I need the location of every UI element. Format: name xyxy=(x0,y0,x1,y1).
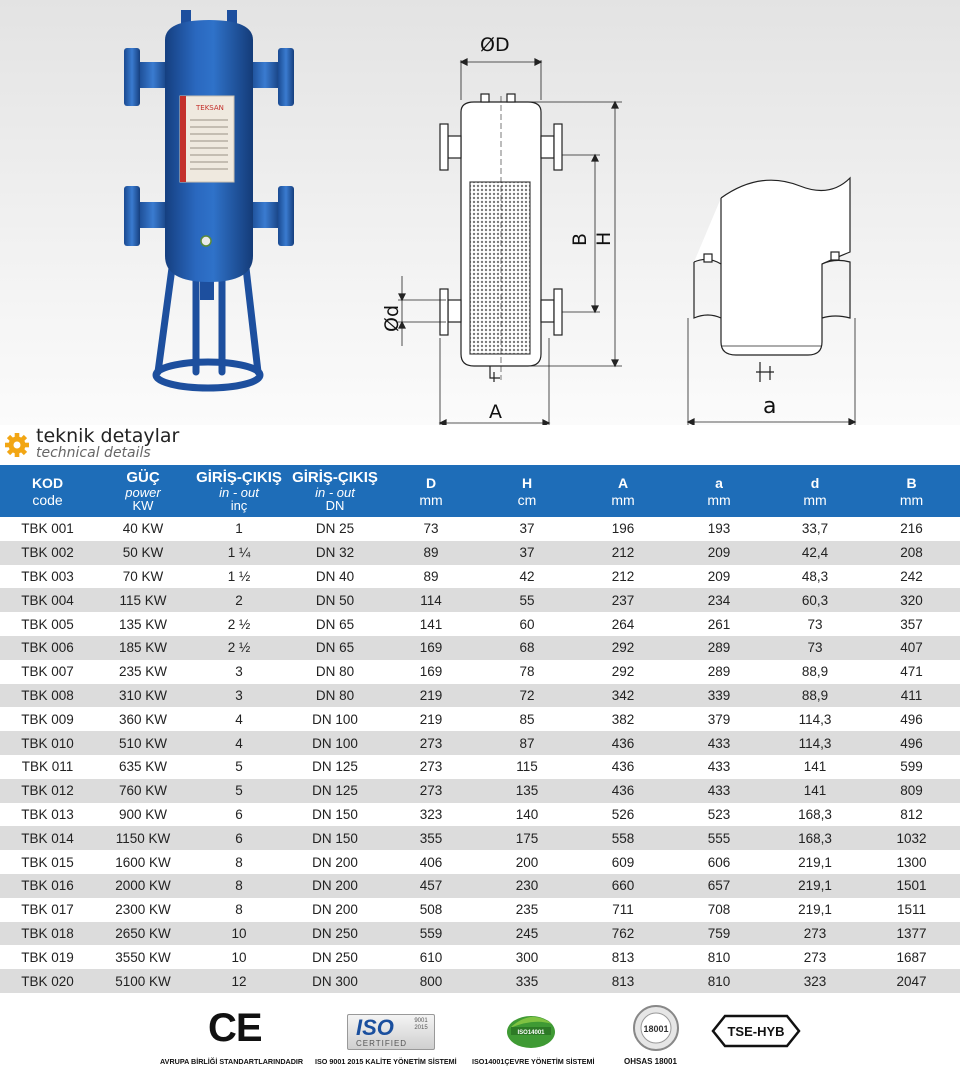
table-cell: 219 xyxy=(419,711,443,727)
label-h: H xyxy=(593,231,615,246)
table-row xyxy=(0,969,960,993)
table-cell: 810 xyxy=(671,969,767,993)
table-cell: 289 xyxy=(671,636,767,660)
table-cell: 760 KW xyxy=(95,779,191,803)
cert-ce-caption: AVRUPA BİRLİĞİ STANDARTLARINDADIR xyxy=(160,1057,304,1066)
table-cell: 60,3 xyxy=(767,588,863,612)
table-cell: 599 xyxy=(900,759,923,775)
table-cell: DN 150 xyxy=(312,806,358,822)
table-cell: 1300 xyxy=(896,854,927,870)
table-body xyxy=(0,517,960,993)
table-cell: 555 xyxy=(671,826,767,850)
table-cell: 141 xyxy=(419,616,443,632)
table-cell: TBK 013 xyxy=(21,806,74,822)
column-header-line: GİRİŞ-ÇIKIŞ xyxy=(292,469,378,486)
table-cell: 73 xyxy=(423,521,439,537)
table-cell: 411 xyxy=(863,684,960,708)
table-row xyxy=(0,660,960,684)
table-cell: 323 xyxy=(767,969,863,993)
label-small-d: Ød xyxy=(381,304,403,332)
column-header-line: KW xyxy=(132,498,154,513)
table-cell: 762 xyxy=(575,922,671,946)
table-cell: 2 ½ xyxy=(227,616,251,632)
table-cell: 89 xyxy=(423,568,439,584)
table-cell: DN 25 xyxy=(315,521,355,537)
table-cell: 114,3 xyxy=(798,711,832,727)
table-cell: 2000 KW xyxy=(95,874,191,898)
table-cell: 813 xyxy=(611,949,635,965)
table-cell: 72 xyxy=(479,684,575,708)
table-cell: 1511 xyxy=(896,902,927,918)
table-cell: 360 KW xyxy=(118,711,168,727)
table-cell: 2047 xyxy=(863,969,960,993)
table-cell: TBK 018 xyxy=(0,922,95,946)
table-cell: 436 xyxy=(575,779,671,803)
table-cell: 289 xyxy=(707,664,731,680)
table-cell: 496 xyxy=(900,711,923,727)
table-cell: TBK 019 xyxy=(21,949,74,965)
table-cell: 8 xyxy=(235,902,243,918)
table-cell: 4 xyxy=(191,731,287,755)
table-cell: 812 xyxy=(900,806,923,822)
column-header-line: cm xyxy=(517,491,537,508)
column-header-line: d xyxy=(810,474,820,491)
table-cell: 212 xyxy=(575,541,671,565)
gear-icon xyxy=(4,427,30,459)
hero-illustration xyxy=(0,0,960,425)
header-row xyxy=(0,465,960,517)
table-cell: 185 KW xyxy=(95,636,191,660)
table-cell: 523 xyxy=(707,806,731,822)
table-cell: 3 xyxy=(191,684,287,708)
table-row xyxy=(0,850,960,874)
column-header-line: mm xyxy=(803,491,827,508)
table-cell: 273 xyxy=(383,731,479,755)
table-cell: DN 200 xyxy=(287,874,383,898)
table-cell: 292 xyxy=(575,636,671,660)
table-row xyxy=(0,565,960,589)
table-cell: 635 KW xyxy=(118,759,168,775)
table-cell: 234 xyxy=(671,588,767,612)
ohsas-seal-icon xyxy=(632,1004,680,1052)
label-a-upper: A xyxy=(489,401,502,423)
table-cell: 141 xyxy=(767,779,863,803)
table-cell: 42 xyxy=(519,568,535,584)
column-header-0 xyxy=(0,465,95,517)
table-header xyxy=(0,465,960,517)
cert-tse xyxy=(705,1000,805,1067)
table-cell: 73 xyxy=(767,636,863,660)
table-cell: 1 xyxy=(235,521,243,537)
tse-mark: TSE-HYB xyxy=(727,1024,785,1039)
product-photo xyxy=(124,10,294,388)
table-cell: 379 xyxy=(707,711,731,727)
table-row xyxy=(0,541,960,565)
table-cell: 70 KW xyxy=(122,568,164,584)
table-cell: 526 xyxy=(611,806,635,822)
table-row xyxy=(0,779,960,803)
table-cell: 68 xyxy=(479,636,575,660)
table-cell: 813 xyxy=(575,969,671,993)
column-header-line: a xyxy=(715,474,723,491)
table-cell: 10 xyxy=(191,922,287,946)
table-cell: 89 xyxy=(383,541,479,565)
table-cell: 8 xyxy=(235,854,243,870)
table-cell: 140 xyxy=(515,806,539,822)
table-row xyxy=(0,945,960,969)
table-cell: 3550 KW xyxy=(115,949,171,965)
table-cell: 320 xyxy=(863,588,960,612)
tse-hyb-icon xyxy=(711,1014,801,1048)
table-cell: 558 xyxy=(575,826,671,850)
table-cell: 88,9 xyxy=(767,684,863,708)
table-cell: 230 xyxy=(479,874,575,898)
column-header-line: mm xyxy=(611,491,635,508)
table-cell: 273 xyxy=(383,779,479,803)
table-cell: 8 xyxy=(191,874,287,898)
table-cell: 559 xyxy=(383,922,479,946)
heading-subtitle: technical details xyxy=(36,445,151,461)
table-cell: TBK 008 xyxy=(0,684,95,708)
table-cell: 1377 xyxy=(863,922,960,946)
table-cell: 219,1 xyxy=(767,874,863,898)
table-cell: 5 xyxy=(191,779,287,803)
table-cell: DN 125 xyxy=(287,779,383,803)
table-row xyxy=(0,874,960,898)
table-cell: DN 150 xyxy=(287,826,383,850)
table-cell: 242 xyxy=(900,568,923,584)
column-header-line: mm xyxy=(899,491,924,508)
table-cell: 759 xyxy=(671,922,767,946)
table-cell: 407 xyxy=(863,636,960,660)
table-cell: 508 xyxy=(419,902,443,918)
column-header-3 xyxy=(287,465,383,517)
column-header-line: inç xyxy=(230,498,248,513)
table-cell: 457 xyxy=(383,874,479,898)
drawings-svg xyxy=(0,0,960,425)
column-header-line: B xyxy=(906,474,917,491)
table-cell: 42,4 xyxy=(767,541,863,565)
table-cell: 2 ½ xyxy=(191,636,287,660)
column-header-5 xyxy=(479,465,575,517)
table-cell: 339 xyxy=(671,684,767,708)
cert-ohsas xyxy=(615,1000,695,1067)
table-cell: 10 xyxy=(231,949,247,965)
table-cell: 355 xyxy=(383,826,479,850)
table-cell: 209 xyxy=(671,541,767,565)
table-cell: 168,3 xyxy=(798,806,832,822)
table-row xyxy=(0,707,960,731)
table-cell: 292 xyxy=(611,664,635,680)
table-cell: 1 ½ xyxy=(227,568,251,584)
table-cell: DN 65 xyxy=(287,636,383,660)
table-cell: 237 xyxy=(575,588,671,612)
cert-iso14001 xyxy=(470,1000,610,1067)
column-header-line: KOD xyxy=(31,474,64,491)
table-cell: 300 xyxy=(515,949,539,965)
table-cell: 40 KW xyxy=(122,521,164,537)
table-cell: DN 100 xyxy=(287,731,383,755)
table-cell: 115 KW xyxy=(95,588,191,612)
table-cell: 219,1 xyxy=(798,902,832,918)
table-cell: 323 xyxy=(419,806,443,822)
column-header-1 xyxy=(95,465,191,517)
heading-title: teknik detaylar xyxy=(36,425,180,447)
label-od: ØD xyxy=(480,34,510,56)
table-cell: 50 KW xyxy=(95,541,191,565)
table-cell: 471 xyxy=(900,664,923,680)
cert-iso9001 xyxy=(315,1000,465,1067)
table-cell: 436 xyxy=(611,759,635,775)
technical-drawing-side xyxy=(688,178,855,425)
table-cell: 809 xyxy=(863,779,960,803)
table-cell: TBK 003 xyxy=(21,568,74,584)
column-header-line: power xyxy=(125,485,161,500)
table-cell: DN 100 xyxy=(312,711,358,727)
table-cell: 209 xyxy=(707,568,731,584)
column-header-4 xyxy=(383,465,479,517)
table-cell: 193 xyxy=(707,521,731,537)
cert-ce xyxy=(160,1000,320,1067)
table-cell: 168,3 xyxy=(767,826,863,850)
table-cell: 114 xyxy=(383,588,479,612)
column-header-line: GİRİŞ-ÇIKIŞ xyxy=(196,469,282,486)
table-cell: 37 xyxy=(519,521,535,537)
table-row xyxy=(0,826,960,850)
product-brand-label: TEKSAN xyxy=(196,104,224,112)
table-cell: DN 50 xyxy=(287,588,383,612)
section-heading xyxy=(0,425,400,465)
table-cell: 711 xyxy=(612,902,634,918)
table-cell: TBK 020 xyxy=(0,969,95,993)
table-cell: 5100 KW xyxy=(95,969,191,993)
table-cell: 6 xyxy=(235,806,243,822)
table-cell: 4 xyxy=(235,711,243,727)
table-cell: 335 xyxy=(479,969,575,993)
table-cell: 610 xyxy=(419,949,443,965)
leaf-iso14001-icon xyxy=(504,1006,558,1052)
iso14001-mark: ISO14001 xyxy=(517,1030,545,1036)
table-cell: TBK 007 xyxy=(21,664,74,680)
table-cell: 55 xyxy=(479,588,575,612)
certifications-bar xyxy=(0,1000,960,1067)
label-b: B xyxy=(569,232,591,246)
table-cell: DN 200 xyxy=(312,854,358,870)
table-cell: TBK 009 xyxy=(21,711,74,727)
table-cell: 208 xyxy=(863,541,960,565)
table-cell: DN 300 xyxy=(287,969,383,993)
table-cell: 657 xyxy=(671,874,767,898)
table-cell: 141 xyxy=(803,759,827,775)
table-cell: 87 xyxy=(479,731,575,755)
table-cell: 433 xyxy=(671,731,767,755)
column-header-9 xyxy=(863,465,960,517)
table-cell: 342 xyxy=(575,684,671,708)
table-cell: DN 32 xyxy=(287,541,383,565)
iso-certified-icon: ISO 9001 2015 CERTIFIED xyxy=(347,1014,435,1050)
table-cell: 196 xyxy=(611,521,635,537)
column-header-6 xyxy=(575,465,671,517)
table-cell: 2650 KW xyxy=(95,922,191,946)
table-cell: 810 xyxy=(707,949,731,965)
table-row xyxy=(0,755,960,779)
table-cell: TBK 016 xyxy=(0,874,95,898)
table-cell: 3 xyxy=(235,664,243,680)
table-cell: 800 xyxy=(383,969,479,993)
table-row xyxy=(0,612,960,636)
table-cell: 660 xyxy=(575,874,671,898)
table-cell: 357 xyxy=(900,616,923,632)
table-cell: 1150 KW xyxy=(95,826,191,850)
table-row xyxy=(0,803,960,827)
table-cell: 2300 KW xyxy=(115,902,171,918)
table-row xyxy=(0,588,960,612)
table-cell: 48,3 xyxy=(801,568,829,584)
cert-iso14001-caption: ISO14001ÇEVRE YÖNETİM SİSTEMİ xyxy=(472,1057,595,1066)
table-cell: TBK 002 xyxy=(0,541,95,565)
table-cell: 175 xyxy=(479,826,575,850)
column-header-line: mm xyxy=(707,491,731,508)
table-cell: 1600 KW xyxy=(115,854,171,870)
table-cell: 496 xyxy=(863,731,960,755)
table-cell: 406 xyxy=(419,854,443,870)
column-header-line: in - out xyxy=(219,485,259,500)
cert-iso9001-caption: ISO 9001 2015 KALİTE YÖNETİM SİSTEMİ xyxy=(315,1057,457,1066)
table-cell: DN 200 xyxy=(312,902,358,918)
table-cell: 115 xyxy=(516,759,538,775)
table-cell: 433 xyxy=(707,759,731,775)
table-cell: 510 KW xyxy=(95,731,191,755)
table-cell: 169 xyxy=(419,664,443,680)
column-header-line: A xyxy=(617,474,629,491)
table-cell: 73 xyxy=(807,616,823,632)
table-cell: 60 xyxy=(519,616,535,632)
label-a-lower: a xyxy=(763,394,777,419)
table-cell: 436 xyxy=(575,731,671,755)
table-cell: TBK 004 xyxy=(0,588,95,612)
table-cell: 273 xyxy=(803,949,827,965)
table-cell: 606 xyxy=(707,854,731,870)
column-header-line: in - out xyxy=(315,485,355,500)
table-cell: DN 125 xyxy=(312,759,358,775)
table-cell: TBK 006 xyxy=(0,636,95,660)
table-cell: 114,3 xyxy=(767,731,863,755)
table-cell: 264 xyxy=(611,616,635,632)
table-cell: TBK 012 xyxy=(0,779,95,803)
table-cell: 85 xyxy=(519,711,535,727)
column-header-line: H xyxy=(521,474,533,491)
column-header-line: GÜÇ xyxy=(126,469,160,486)
table-cell: TBK 014 xyxy=(0,826,95,850)
table-cell: 708 xyxy=(707,902,731,918)
table-cell: DN 80 xyxy=(315,664,355,680)
table-cell: 200 xyxy=(515,854,539,870)
column-header-line: D xyxy=(425,474,437,491)
table-row xyxy=(0,684,960,708)
table-cell: 900 KW xyxy=(118,806,168,822)
table-cell: 1 ¼ xyxy=(191,541,287,565)
table-cell: TBK 011 xyxy=(21,759,74,775)
table-cell: DN 80 xyxy=(287,684,383,708)
table-cell: 88,9 xyxy=(801,664,829,680)
ce-mark-icon: CE xyxy=(208,1006,262,1050)
spec-table xyxy=(0,465,960,993)
table-cell: TBK 017 xyxy=(21,902,74,918)
table-cell: TBK 005 xyxy=(21,616,74,632)
table-cell: 382 xyxy=(611,711,635,727)
table-cell: 235 KW xyxy=(118,664,168,680)
table-cell: 5 xyxy=(235,759,243,775)
table-cell: DN 250 xyxy=(312,949,358,965)
table-cell: 219 xyxy=(383,684,479,708)
table-cell: 235 xyxy=(515,902,539,918)
table-cell: 273 xyxy=(419,759,443,775)
table-cell: 273 xyxy=(767,922,863,946)
column-header-line: mm xyxy=(419,491,443,508)
table-cell: 216 xyxy=(900,521,923,537)
column-header-8 xyxy=(767,465,863,517)
table-cell: 37 xyxy=(479,541,575,565)
table-row xyxy=(0,898,960,922)
table-cell: 78 xyxy=(519,664,535,680)
table-cell: TBK 010 xyxy=(0,731,95,755)
table-row xyxy=(0,517,960,541)
table-cell: 169 xyxy=(383,636,479,660)
table-cell: 135 xyxy=(479,779,575,803)
table-cell: 1687 xyxy=(896,949,927,965)
table-cell: DN 40 xyxy=(315,568,355,584)
table-cell: TBK 015 xyxy=(21,854,74,870)
ohsas-mark: 18001 xyxy=(643,1024,669,1034)
table-cell: 2 xyxy=(191,588,287,612)
table-cell: 6 xyxy=(191,826,287,850)
table-row xyxy=(0,636,960,660)
table-cell: 1032 xyxy=(863,826,960,850)
column-header-7 xyxy=(671,465,767,517)
table-cell: 261 xyxy=(707,616,731,632)
table-cell: 433 xyxy=(671,779,767,803)
table-cell: DN 65 xyxy=(315,616,355,632)
cert-ohsas-caption: OHSAS 18001 xyxy=(624,1057,677,1066)
table-cell: 219,1 xyxy=(798,854,832,870)
table-cell: 245 xyxy=(479,922,575,946)
table-cell: DN 250 xyxy=(287,922,383,946)
table-cell: 33,7 xyxy=(801,521,829,537)
table-cell: TBK 001 xyxy=(21,521,74,537)
column-header-line: code xyxy=(32,491,63,508)
column-header-line: DN xyxy=(325,498,345,513)
table-cell: 212 xyxy=(611,568,635,584)
table-cell: 12 xyxy=(191,969,287,993)
table-cell: 310 KW xyxy=(95,684,191,708)
column-header-2 xyxy=(191,465,287,517)
table-cell: 609 xyxy=(611,854,635,870)
table-cell: 135 KW xyxy=(118,616,168,632)
table-cell: 1501 xyxy=(863,874,960,898)
table-row xyxy=(0,731,960,755)
table-row xyxy=(0,922,960,946)
